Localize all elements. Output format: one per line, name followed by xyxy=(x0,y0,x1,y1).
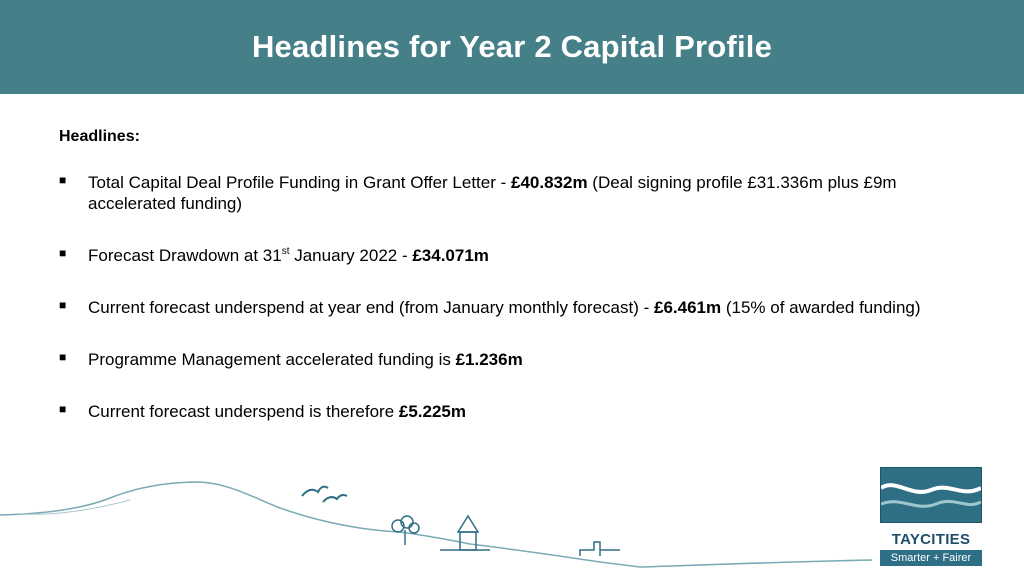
bullet-text: (Deal signing profile £31.336m plus £9m accelerated funding) xyxy=(88,173,897,213)
subheading: Headlines: xyxy=(59,128,140,145)
logo-tagline: Smarter + Fairer xyxy=(880,550,982,566)
tree-icon xyxy=(392,516,419,545)
river-wave-icon xyxy=(880,467,982,523)
tay-cities-logo xyxy=(880,467,982,564)
bullet-item xyxy=(59,172,979,214)
bullet-text: Current forecast underspend is therefore xyxy=(88,402,399,421)
bullet-text: Programme Management accelerated funding is xyxy=(88,350,456,369)
square-bullet-icon: ■ xyxy=(59,173,67,187)
bullet-item xyxy=(59,401,979,422)
square-bullet-icon: ■ xyxy=(59,246,67,260)
bullet-amount: £40.832m xyxy=(511,173,588,192)
bullet-amount: £34.071m xyxy=(412,246,489,265)
bullet-amount: £1.236m xyxy=(455,350,523,369)
square-bullet-icon: ■ xyxy=(59,298,67,312)
bullet-item xyxy=(59,297,979,318)
bullet-text: (15% of awarded funding) xyxy=(721,298,921,317)
title-banner xyxy=(0,0,1024,94)
landscape-illustration xyxy=(0,470,880,575)
ordinal-suffix: st xyxy=(281,246,290,257)
bullet-text: Total Capital Deal Profile Funding in Grant Offer Letter - xyxy=(88,173,511,192)
logo-brand: TAYCITIES xyxy=(891,531,971,548)
village-icon xyxy=(580,542,620,556)
page-title: Headlines for Year 2 Capital Profile xyxy=(251,29,773,64)
hill-line xyxy=(0,482,872,567)
bullet-item xyxy=(59,349,979,370)
bullet-item xyxy=(59,245,979,266)
bullet-text: Forecast Drawdown at 31 xyxy=(88,246,282,265)
bullet-amount: £6.461m xyxy=(653,298,722,317)
slide-body xyxy=(59,128,979,453)
bird-icon xyxy=(302,487,328,496)
bullet-text: January 2022 - xyxy=(289,246,413,265)
square-bullet-icon: ■ xyxy=(59,350,67,364)
square-bullet-icon: ■ xyxy=(59,402,67,416)
bullet-list xyxy=(59,172,979,422)
bullet-text: Current forecast underspend at year end (from January monthly forecast) - xyxy=(88,298,654,317)
bird-icon xyxy=(323,495,347,502)
bullet-amount: £5.225m xyxy=(398,402,467,421)
